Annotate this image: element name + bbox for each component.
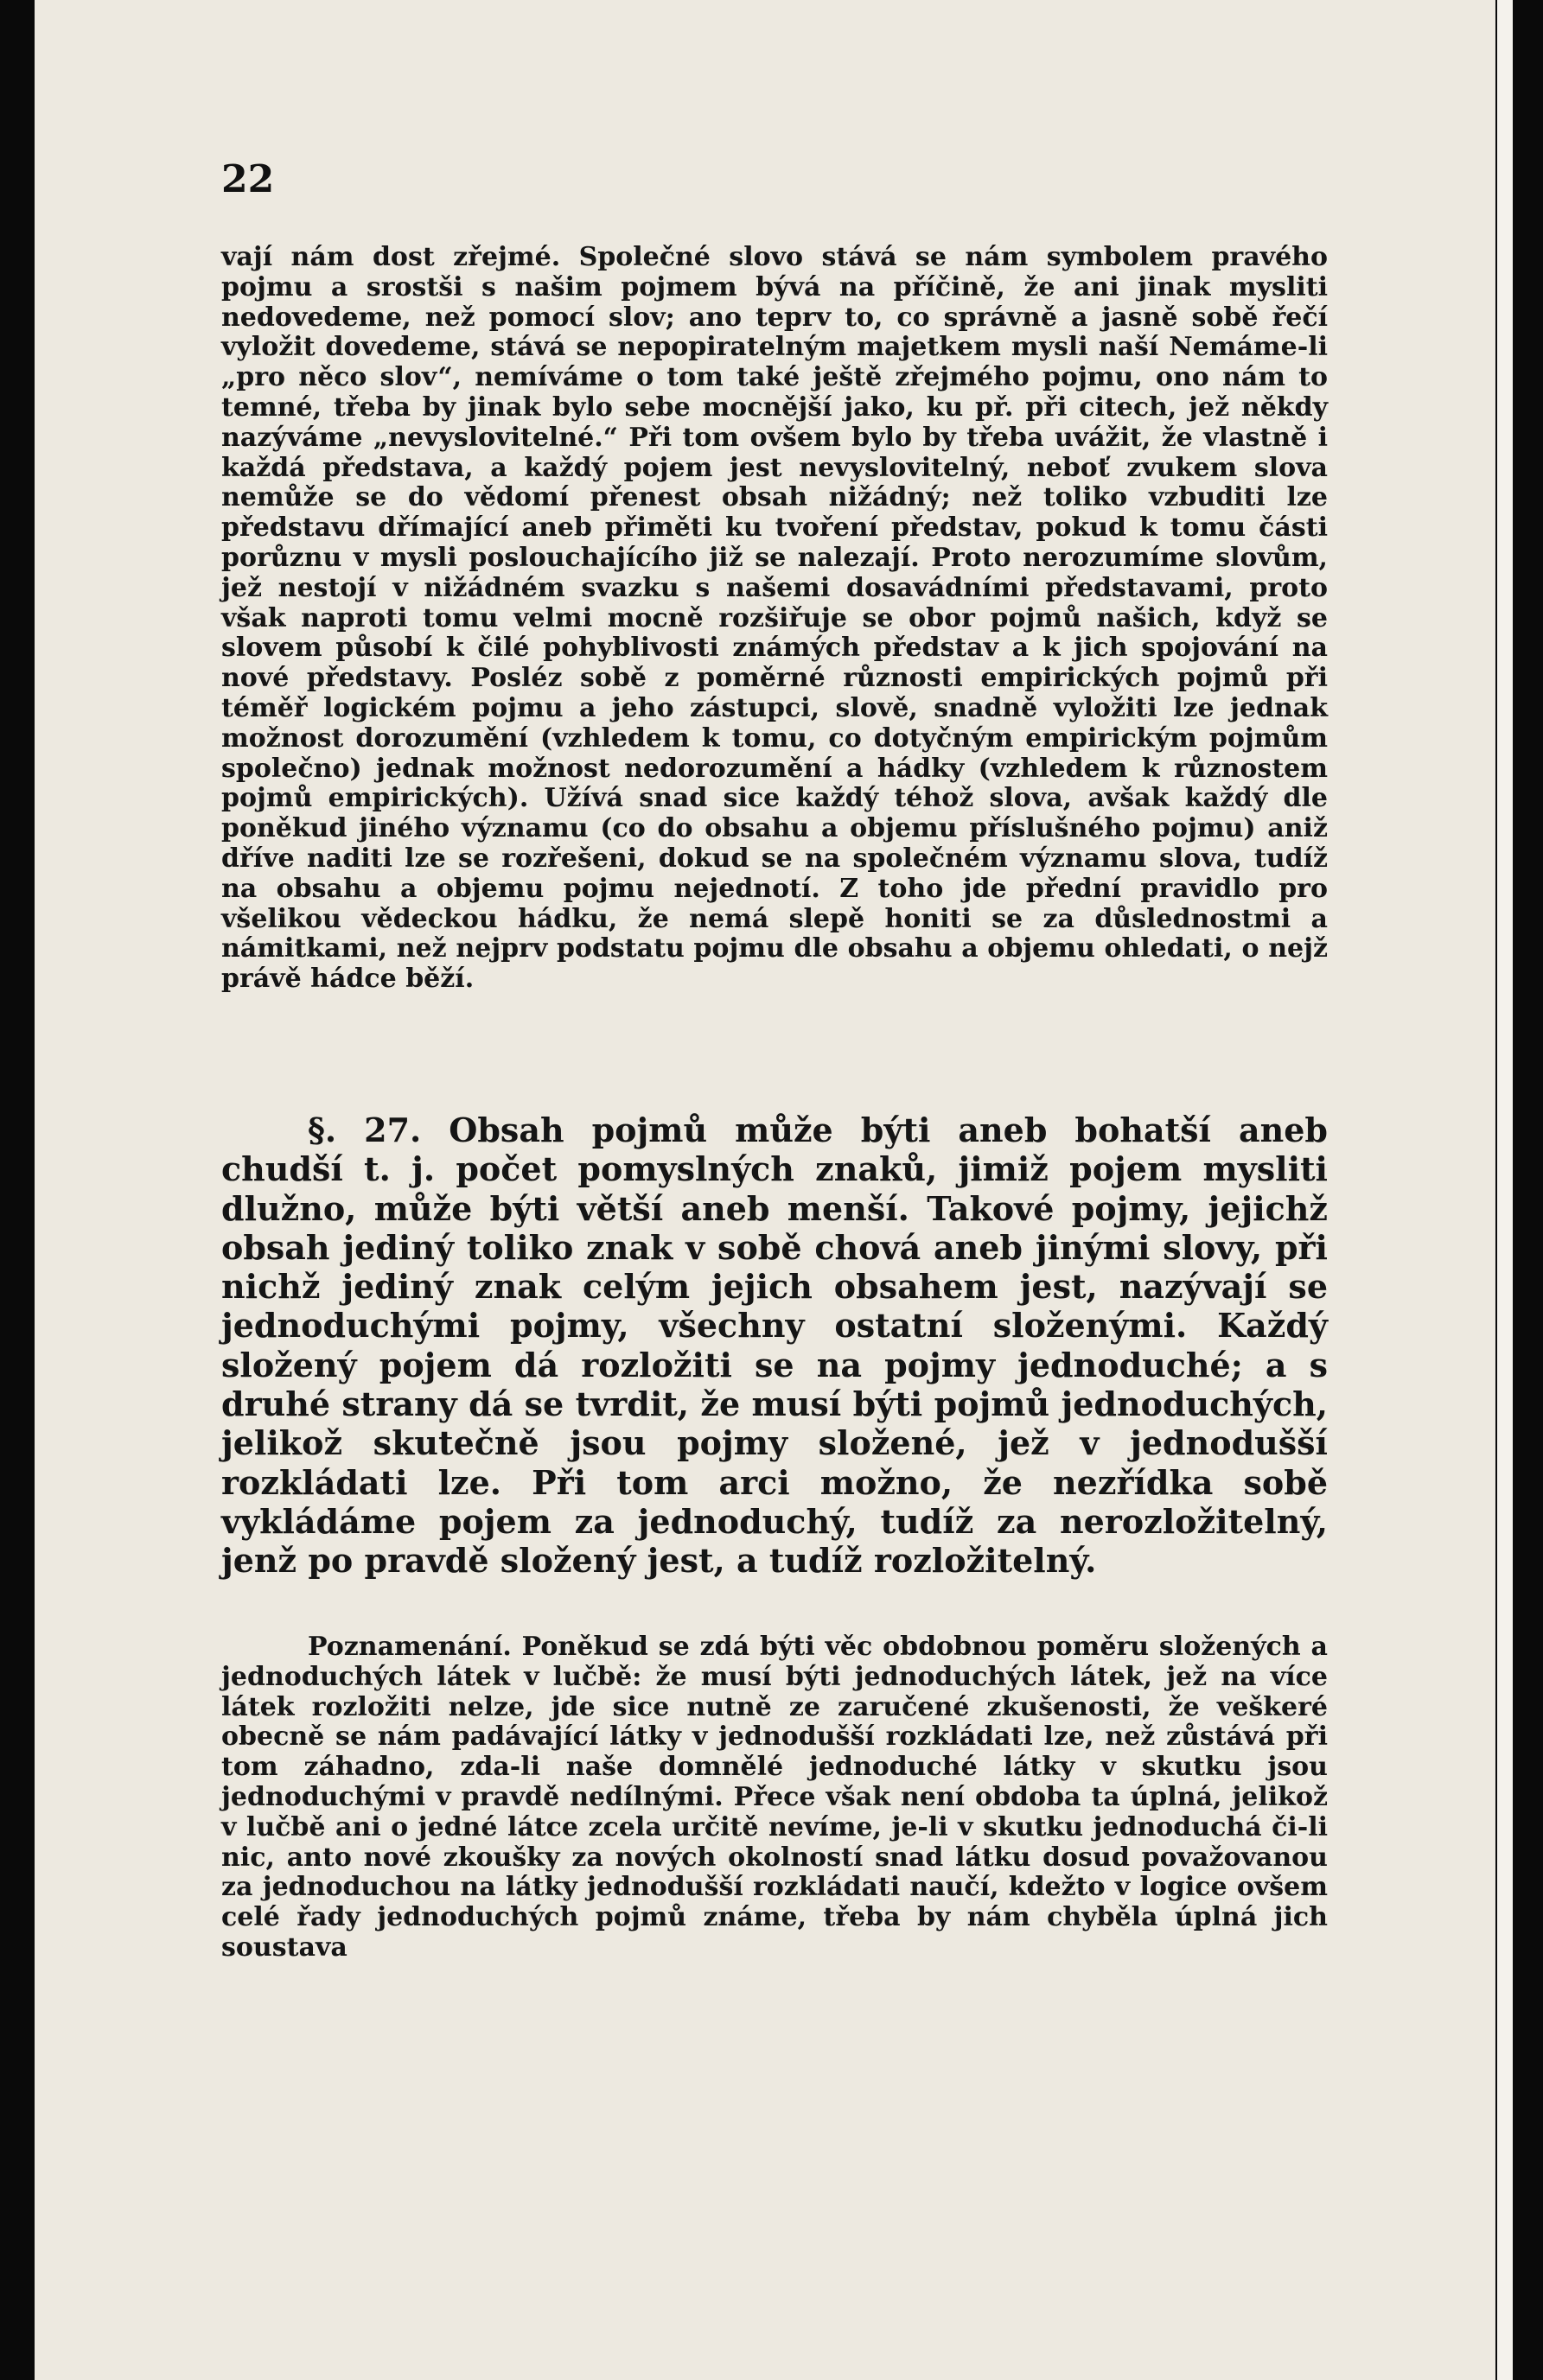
note-paragraph — [221, 1632, 1328, 1963]
page-number: 22 — [221, 157, 275, 201]
note-text: Poznamenání. Poněkud se zdá býti věc obdobnou poměru složených a jednoduchých látek v lučbě: že musí býti jednoduchých látek, jež na více látek rozložiti nelze, jde sice nutně ze zaručené zkušenosti, že veškeré obecně se nám padávající látky v jednodušší rozkládati lze, než zůstává při tom záhadno, zda-li naše domnělé jednoduché látky v skutku jsou jednoduchými v pravdě nedílnými. Přece však není obdoba ta úplná, jelikož v lučbě ani o jedné látce zcela určitě nevíme, je-li v skutku jednoduchá či-li nic, anto nové zkoušky za nových okolností snad látku dosud považovanou za jednoduchou na látky jednodušší rozkládati naučí, kdežto v logice ovšem celé řady jednoduchých pojmů známe, třeba by nám chyběla úplná jich soustava — [221, 1632, 1328, 1963]
section-text: §. 27. Obsah pojmů může býti aneb bohatší aneb chudší t. j. počet pomyslných znaků, jimiž pojem mysliti dlužno, může býti větší aneb menší. Takové pojmy, jejichž obsah jediný toliko znak v sobě chová aneb jinými slovy, při nichž jediný znak celým jejich obsahem jest, nazývají se jednoduchými pojmy, všechny ostatní složenými. Každý složený pojem dá rozložiti se na pojmy jednoduché; a s druhé strany dá se tvrdit, že musí býti pojmů jednoduchých, jelikož skutečně jsou pojmy složené, jež v jednodušší rozkládati lze. Při tom arci možno, že nezřídka sobě vykládáme pojem za jednoduchý, tudíž za nerozložitelný, jenž po pravdě složený jest, a tudíž rozložitelný. — [221, 1110, 1328, 1581]
body-paragraph-small — [221, 243, 1328, 995]
adjacent-page-edge — [1497, 0, 1513, 2380]
section-27-paragraph — [221, 1110, 1328, 1581]
paragraph-text: vají nám dost zřejmé. Společné slovo stává se nám symbolem pravého pojmu a srostši s našim pojmem bývá na příčině, že ani jinak mysliti nedovedeme, než pomocí slov; ano teprv to, co správně a jasně sobě řečí vyložit dovedeme, stává se nepopiratelným majetkem mysli naší Nemáme-li „pro něco slov“, nemíváme o tom také ještě zřejmého pojmu, ono nám to temné, třeba by jinak bylo sebe mocnější jako, ku př. při citech, jež někdy nazýváme „nevyslovitelné.“ Při tom ovšem bylo by třeba uvážit, že vlastně i každá představa, a každý pojem jest nevyslovitelný, neboť zvukem slova nemůže se do vědomí přenest obsah nižádný; než toliko vzbuditi lze představu dřímající aneb přiměti ku tvoření představ, pokud k tomu části porůznu v mysli poslouchajícího již se nalezají. Proto nerozumíme slovům, jež nestojí v nižádném svazku s našemi dosavádními představami, proto však naproti tomu velmi mocně rozšiřuje se obor pojmů našich, když se slovem působí k čilé pohyblivosti známých představ a k jich spojování na nové představy. Posléz sobě z poměrné různosti empirických pojmů při téměř logickém pojmu a jeho zástupci, slově, snadně vyložiti lze jednak možnost dorozumění (vzhledem k tomu, co dotyčným empirickým pojmům společno) jednak možnost nedorozumění a hádky (vzhledem k různostem pojmů empirických). Užívá snad sice každý téhož slova, avšak každý dle poněkud jiného významu (co do obsahu a objemu příslušného pojmu) aniž dříve naditi lze se rozřešeni, dokud se na společném významu slova, tudíž na obsahu a objemu pojmu nejednotí. Z toho jde přední pravidlo pro všelikou vědeckou hádku, že nemá slepě honiti se za důslednostmi a námitkami, než nejprv podstatu pojmu dle obsahu a objemu ohledati, o nejž právě hádce běží. — [221, 242, 1328, 995]
